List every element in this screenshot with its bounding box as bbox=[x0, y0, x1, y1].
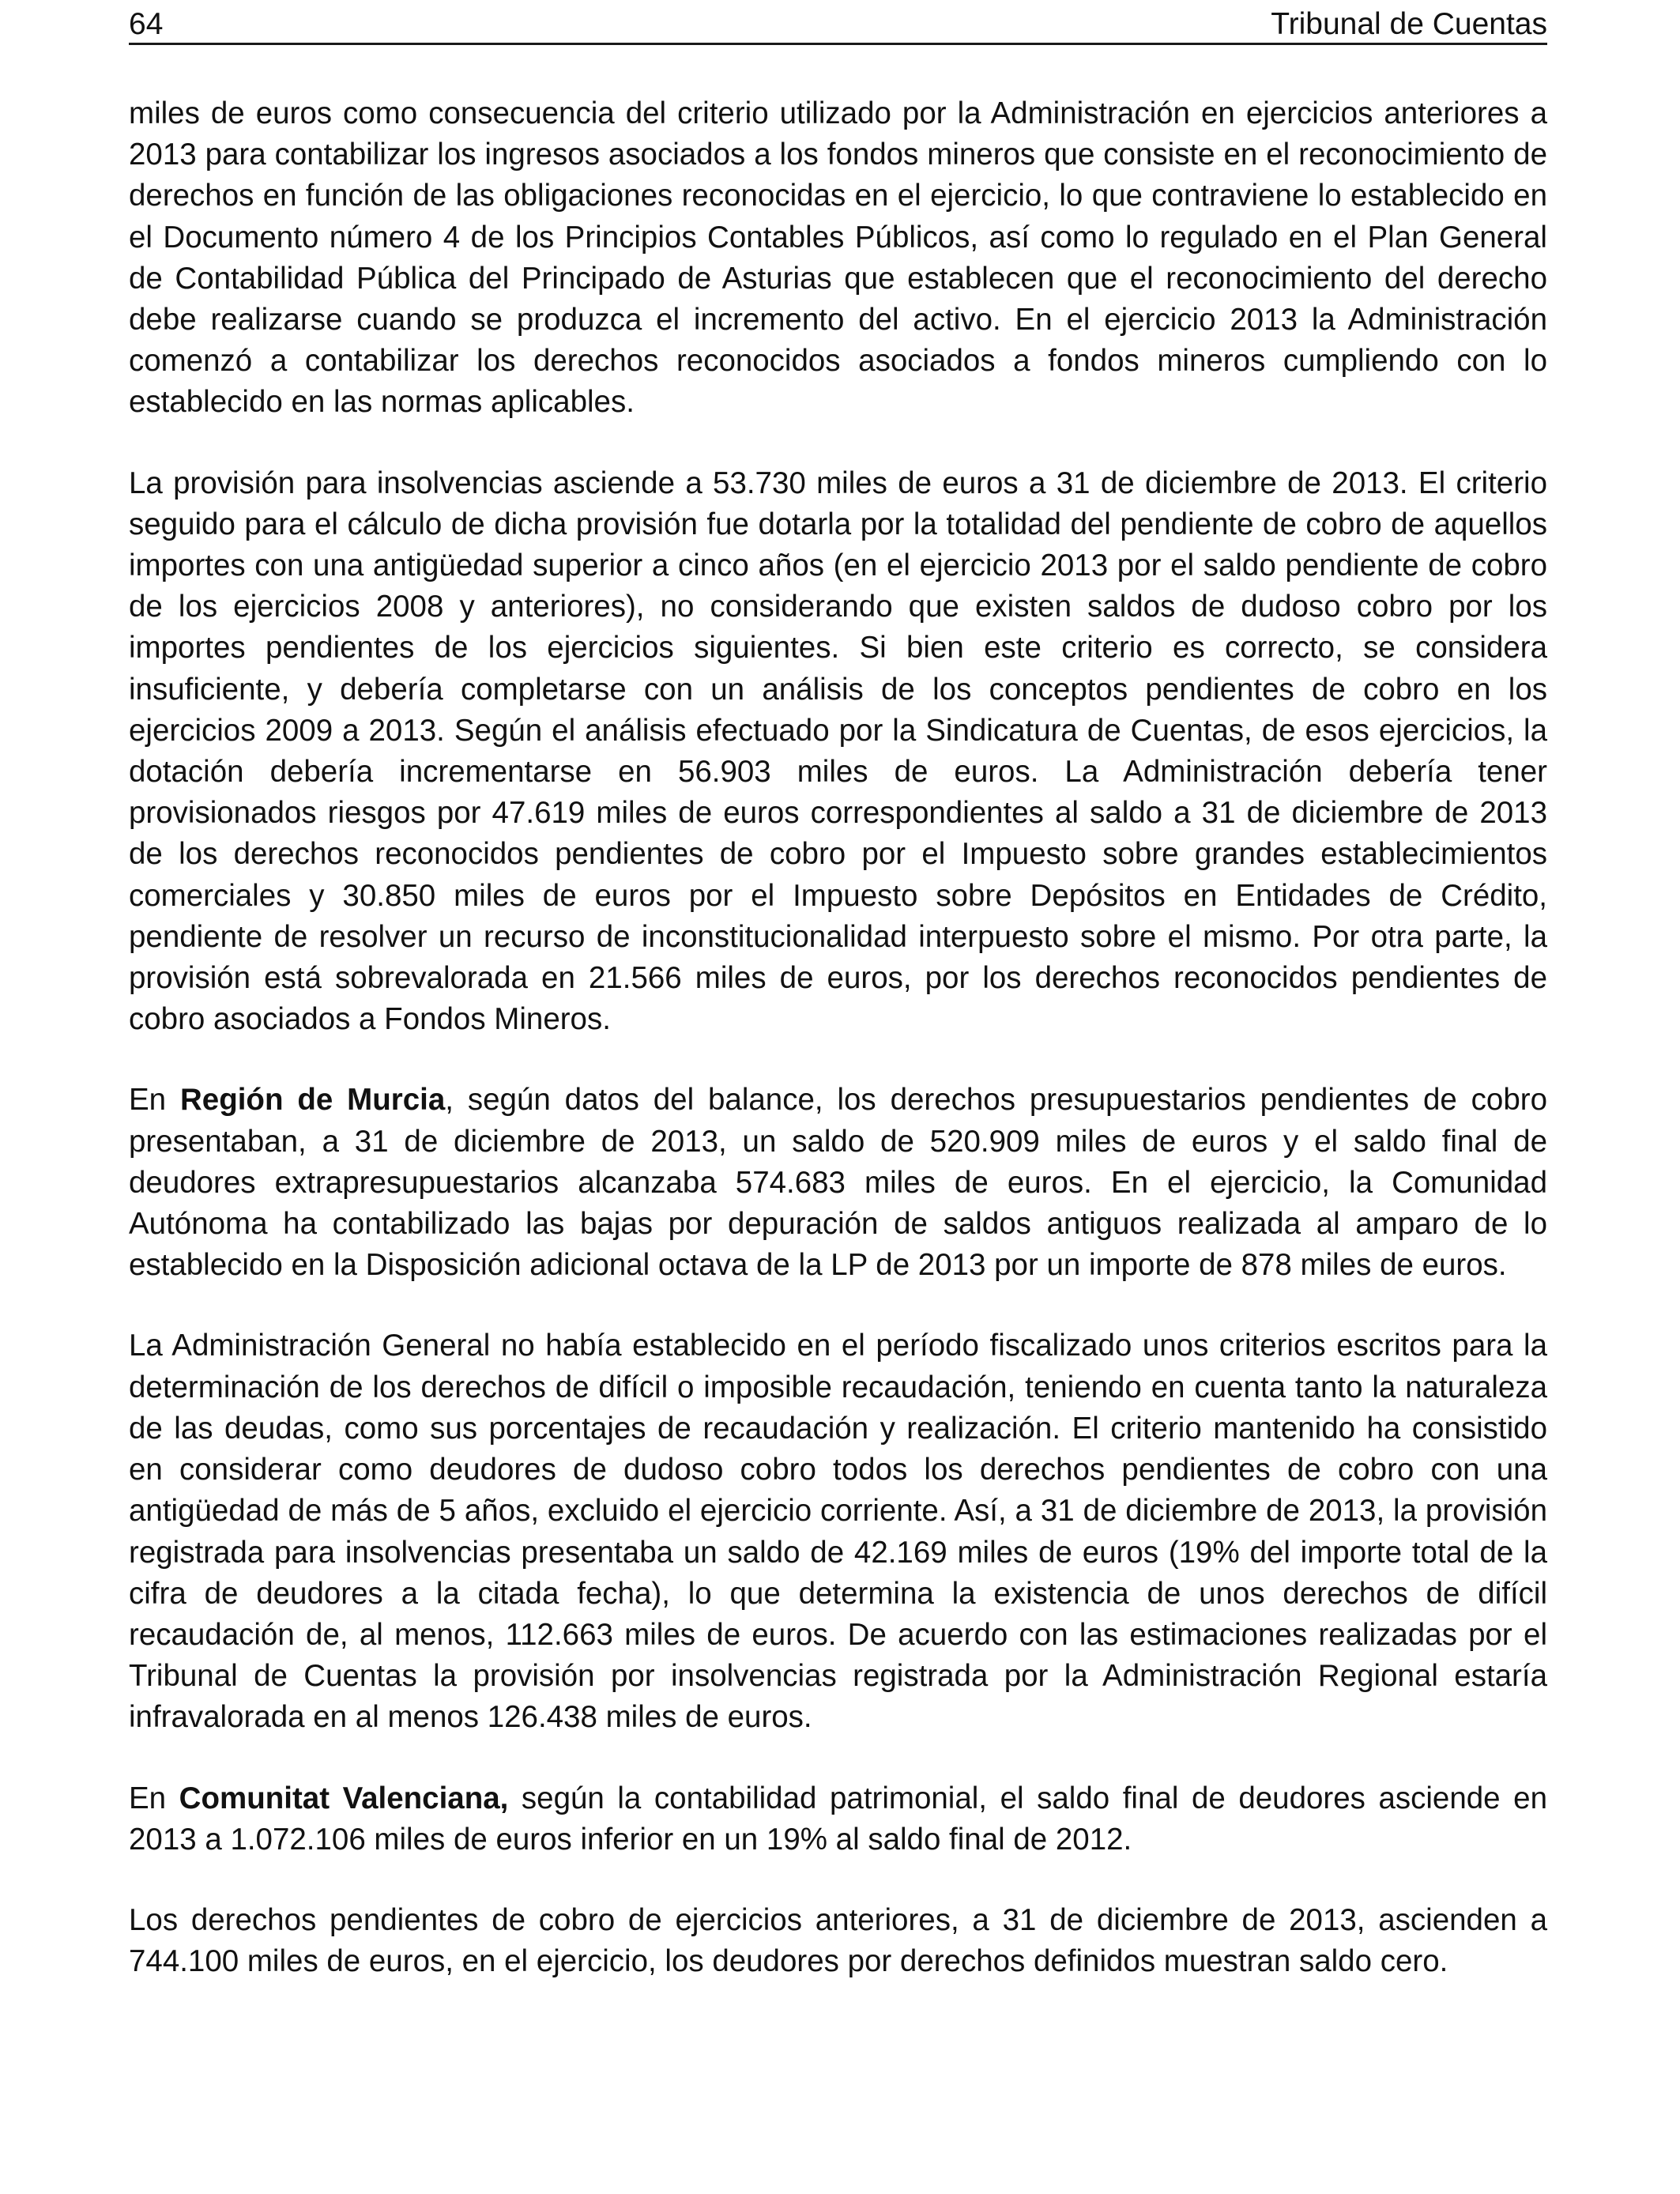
paragraph-body: , según datos del balance, los derechos presupuestarios pendientes de cobro presentaban, a 31 de diciembre de 2013, un saldo de 520.909 miles de euros y el saldo final de deudores extrapresupuestarios alcanzaba 574.683 miles de euros. En el ejercicio, la Comunidad Autónoma ha contabilizado las bajas por depuración de saldos antiguos realizada al amparo de lo establecido en la Disposición adicional octava de la LP de 2013 por un importe de 878 miles de euros. bbox=[129, 1083, 1547, 1283]
region-name: Comunitat Valenciana, bbox=[179, 1781, 509, 1815]
page-header bbox=[129, 6, 1547, 45]
paragraph-lead: En bbox=[129, 1083, 180, 1118]
page-number: 64 bbox=[129, 7, 164, 41]
paragraph-fondos-mineros: miles de euros como consecuencia del criterio utilizado por la Administración en ejercicios anteriores a 2013 para contabilizar los ingresos asociados a los fondos mineros que consiste en el reconocimiento de derechos en función de las obligaciones reconocidas en el ejercicio, lo que contraviene lo establecido en el Documento número 4 de los Principios Contables Públicos, así como lo regulado en el Plan General de Contabilidad Pública del Principado de Asturias que establecen que el reconocimiento del derecho debe realizarse cuando se produzca el incremento del activo. En el ejercicio 2013 la Administración comenzó a contabilizar los derechos reconocidos asociados a fondos mineros cumpliendo con lo establecido en las normas aplicables. bbox=[129, 96, 1547, 420]
paragraph-provision-insolvencias: La provisión para insolvencias asciende a 53.730 miles de euros a 31 de diciembre de 2013. El criterio seguido para el cálculo de dicha provisión fue dotarla por la totalidad del pendiente de cobro de aquellos importes con una antigüedad superior a cinco años (en el ejercicio 2013 por el saldo pendiente de cobro de los ejercicios 2008 y anteriores), no considerando que existen saldos de dudoso cobro por los importes pendientes de los ejercicios siguientes. Si bien este criterio es correcto, se considera insuficiente, y debería completarse con un análisis de los conceptos pendientes de cobro en los ejercicios 2009 a 2013. Según el análisis efectuado por la Sindicatura de Cuentas, de esos ejercicios, la dotación debería incrementarse en 56.903 miles de euros. La Administración debería tener provisionados riesgos por 47.619 miles de euros correspondientes al saldo a 31 de diciembre de 2013 de los derechos reconocidos pendientes de cobro por el Impuesto sobre grandes establecimientos comerciales y 30.850 miles de euros por el Impuesto sobre Depósitos en Entidades de Crédito, pendiente de resolver un recurso de inconstitucionalidad interpuesto sobre el mismo. Por otra parte, la provisión está sobrevalorada en 21.566 miles de euros, por los derechos reconocidos pendientes de cobro asociados a Fondos Mineros. bbox=[129, 466, 1547, 1037]
running-title: Tribunal de Cuentas bbox=[1271, 7, 1547, 41]
body-text bbox=[129, 93, 1547, 1982]
paragraph-lead: En bbox=[129, 1781, 179, 1815]
paragraph-region-de-murcia bbox=[129, 1080, 1547, 1286]
paragraph-comunitat-valenciana bbox=[129, 1778, 1547, 1860]
paragraph-derechos-pendientes: Los derechos pendientes de cobro de ejercicios anteriores, a 31 de diciembre de 2013, ascienden a 744.100 miles de euros, en el ejercicio, los deudores por derechos definidos muestran saldo cero. bbox=[129, 1902, 1547, 1979]
region-name: Región de Murcia bbox=[180, 1083, 446, 1118]
paragraph-administracion-general: La Administración General no había establecido en el período fiscalizado unos criterios escritos para la determinación de los derechos de difícil o imposible recaudación, teniendo en cuenta tanto la naturaleza de las deudas, como sus porcentajes de recaudación y realización. El criterio mantenido ha consistido en considerar como deudores de dudoso cobro todos los derechos pendientes de cobro con una antigüedad de más de 5 años, excluido el ejercicio corriente. Así, a 31 de diciembre de 2013, la provisión registrada para insolvencias presentaba un saldo de 42.169 miles de euros (19% del importe total de la cifra de deudores a la citada fecha), lo que determina la existencia de unos derechos de difícil recaudación de, al menos, 112.663 miles de euros. De acuerdo con las estimaciones realizadas por el Tribunal de Cuentas la provisión por insolvencias registrada por la Administración Regional estaría infravalorada en al menos 126.438 miles de euros. bbox=[129, 1329, 1547, 1735]
paragraph-body: según la contabilidad patrimonial, el saldo final de deudores asciende en 2013 a 1.072.106 miles de euros inferior en un 19% al saldo final de 2012. bbox=[129, 1781, 1547, 1857]
